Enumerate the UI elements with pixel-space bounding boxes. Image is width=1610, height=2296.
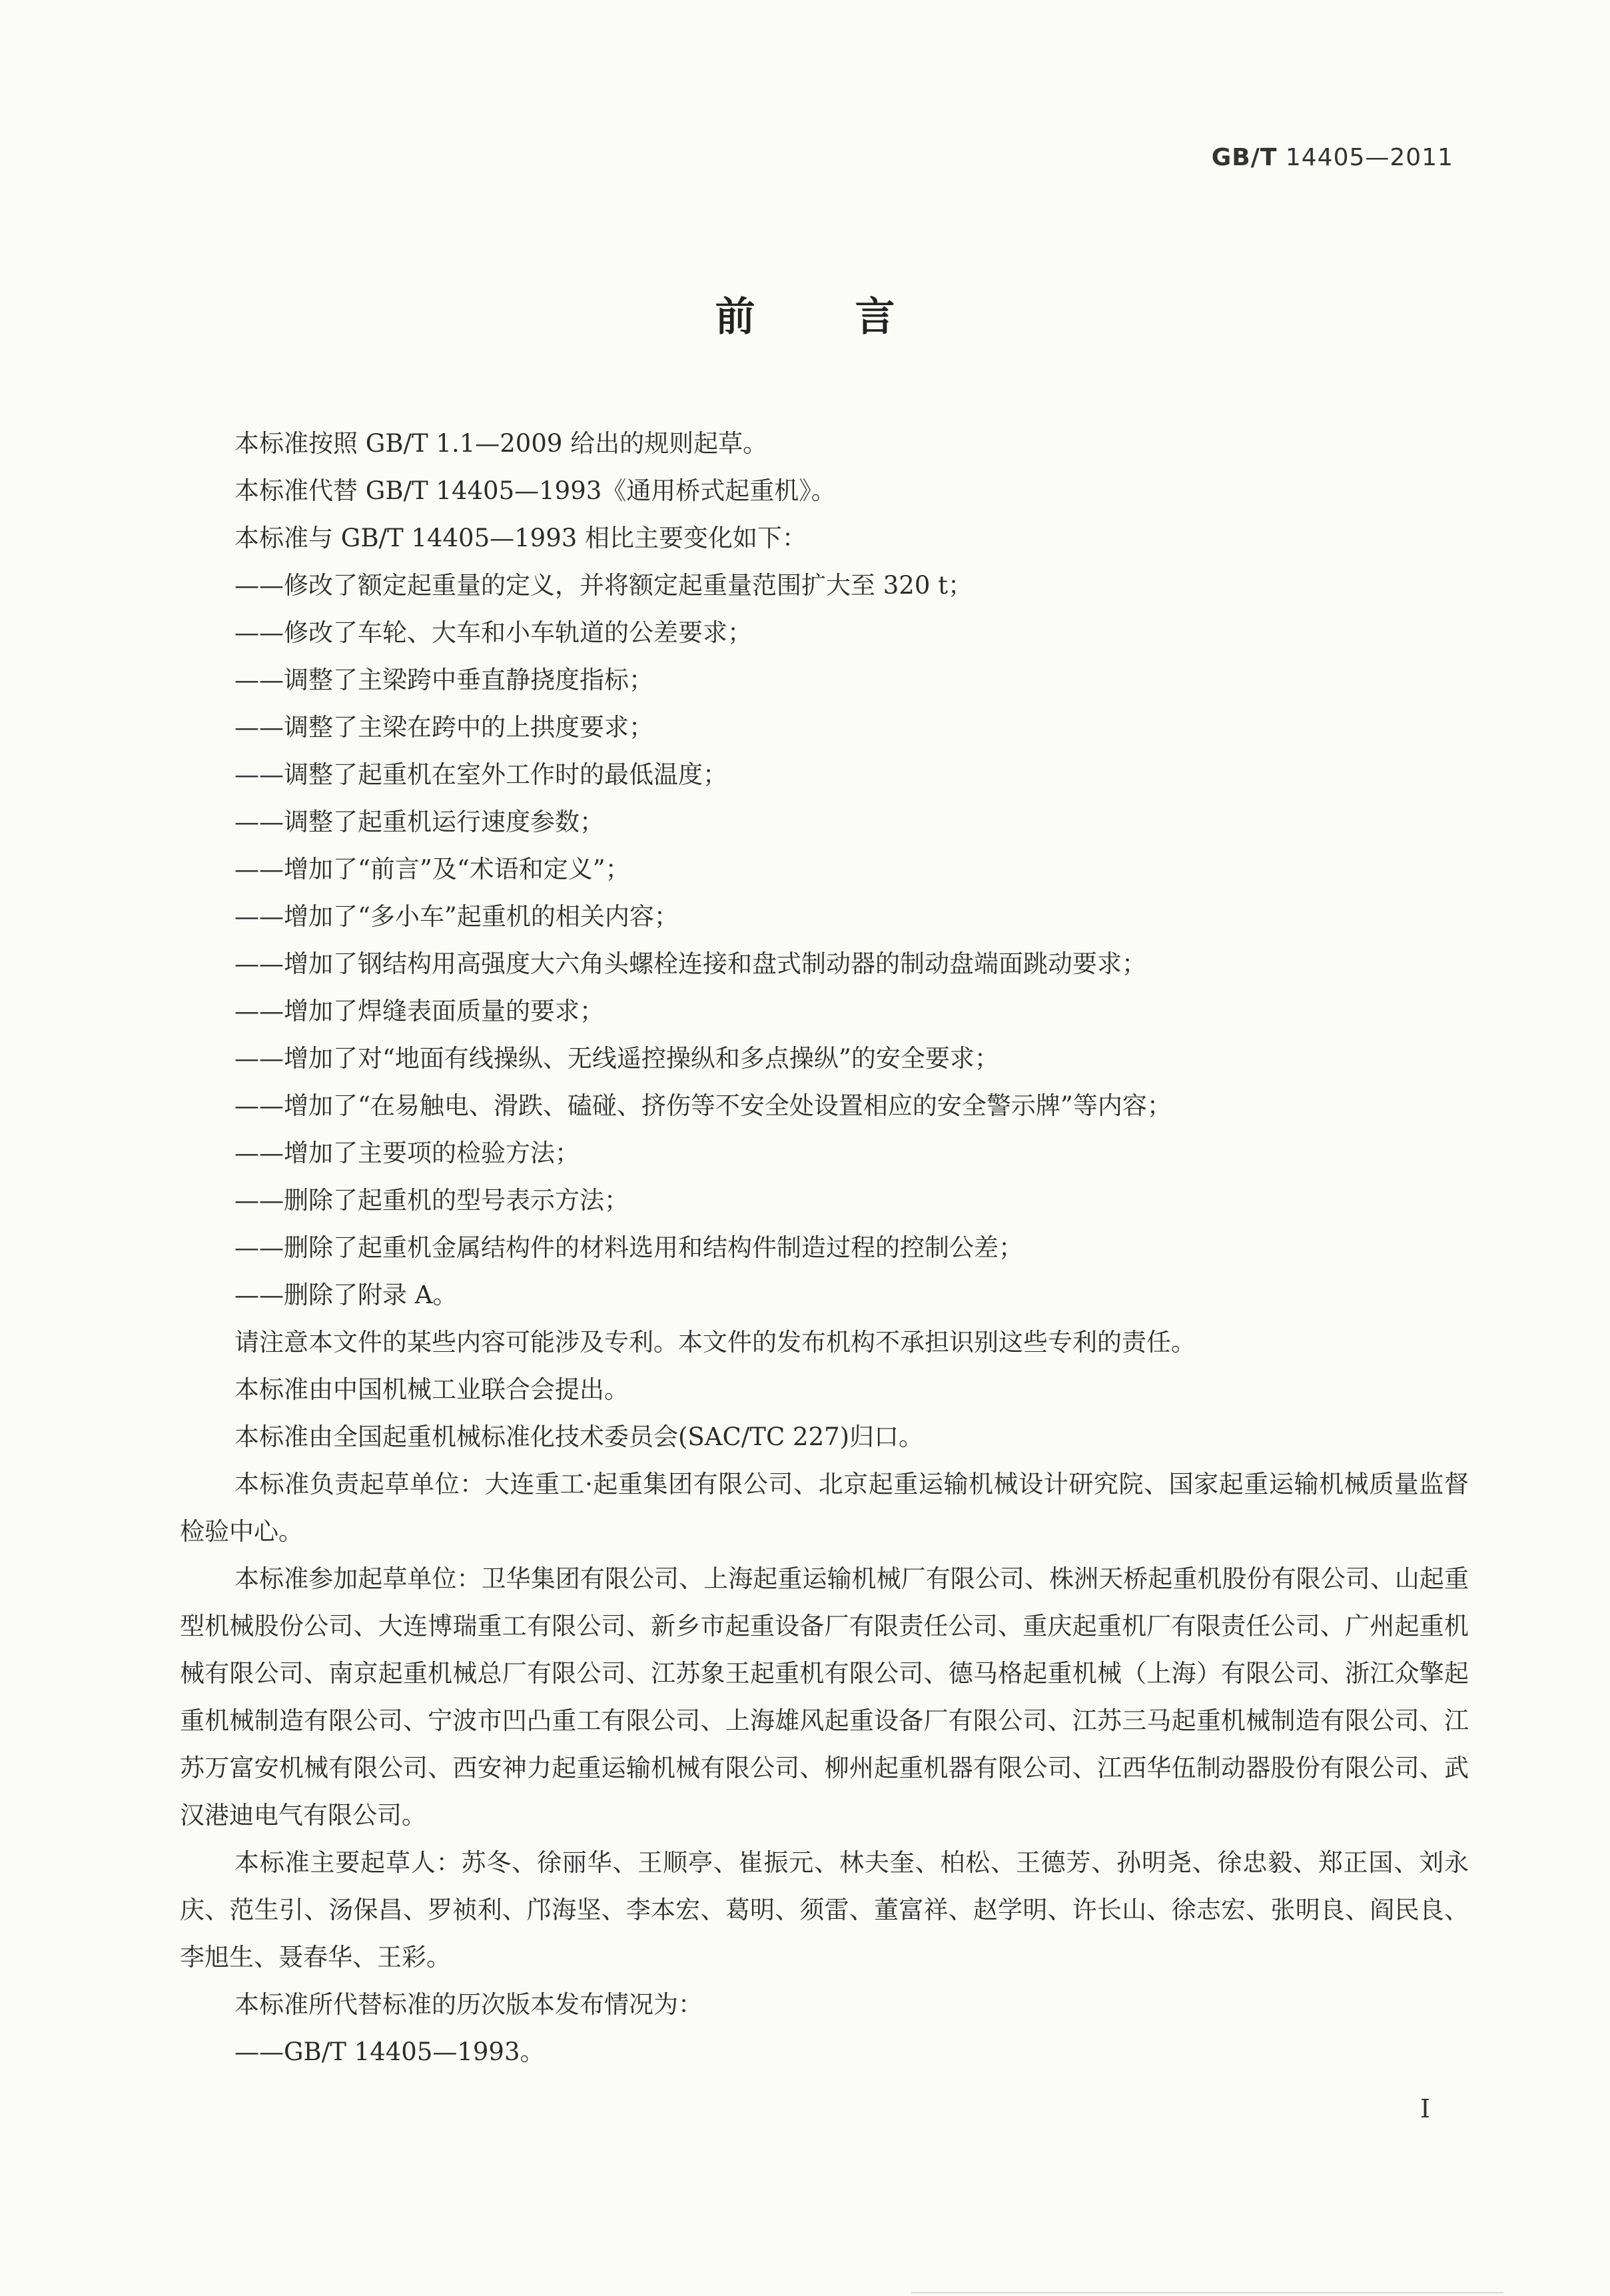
page-title: 前言 xyxy=(715,294,995,340)
previous-editions-intro: 本标准所代替标准的历次版本发布情况为： xyxy=(234,1990,703,2019)
page-number: I xyxy=(1419,2094,1430,2123)
change-list-item: ——增加了对“地面有线操纵、无线遥控操纵和多点操纵”的安全要求； xyxy=(234,1044,999,1073)
change-list-item: ——调整了主梁在跨中的上拱度要求； xyxy=(234,713,653,742)
paragraph: 本标准代替 GB/T 14405—1993《通用桥式起重机》。 xyxy=(234,476,836,505)
patent-notice: 请注意本文件的某些内容可能涉及专利。本文件的发布机构不承担识别这些专利的责任。 xyxy=(234,1328,1196,1357)
lead-drafting-units: 本标准负责起草单位：大连重工·起重集团有限公司、北京起重运输机械设计研究院、国家起重运输机械质量监督检验中心。 xyxy=(180,1470,1469,1546)
document-body xyxy=(180,420,1469,2075)
change-list-item: ——增加了主要项的检验方法； xyxy=(234,1139,580,1167)
change-list-item: ——增加了“多小车”起重机的相关内容； xyxy=(234,902,679,931)
paragraph: 本标准与 GB/T 14405—1993 相比主要变化如下： xyxy=(234,524,807,552)
change-list-item: ——增加了焊缝表面质量的要求； xyxy=(234,997,604,1025)
main-drafters: 本标准主要起草人：苏冬、徐丽华、王顺亭、崔振元、林夫奎、柏松、王德芳、孙明尧、徐忠毅、郑正国、刘永庆、范生引、汤保昌、罗祯利、邝海坚、李本宏、葛明、须雷、董富祥、赵学明、许长山、徐志宏、张明良、阎民良、李旭生、聂春华、王彩。 xyxy=(180,1848,1469,1972)
change-list-item: ——增加了钢结构用高强度大六角头螺栓连接和盘式制动器的制动盘端面跳动要求； xyxy=(234,949,1146,978)
standard-code xyxy=(1212,144,1453,171)
committee-paragraph: 本标准由全国起重机械标准化技术委员会(SAC/TC 227)归口。 xyxy=(234,1423,924,1451)
change-list-item: ——删除了起重机金属结构件的材料选用和结构件制造过程的控制公差； xyxy=(234,1233,1023,1262)
change-list-item: ——增加了“在易触电、滑跌、磕碰、挤伤等不安全处设置相应的安全警示牌”等内容； xyxy=(234,1091,1172,1120)
change-list-item: ——调整了起重机在室外工作时的最低温度； xyxy=(234,760,727,789)
participating-drafting-units: 本标准参加起草单位：卫华集团有限公司、上海起重运输机械厂有限公司、株洲天桥起重机股份有限公司、山起重型机械股份公司、大连博瑞重工有限公司、新乡市起重设备厂有限责任公司、重庆起重机厂有限责任公司、广州起重机械有限公司、南京起重机械总厂有限公司、江苏象王起重机有限公司、德马格起重机械（上海）有限公司、浙江众擎起重机械制造有限公司、宁波市凹凸重工有限公司、上海雄风起重设备厂有限公司、江苏三马起重机械制造有限公司、江苏万富安机械有限公司、西安神力起重运输机械有限公司、柳州起重机器有限公司、江西华伍制动器股份有限公司、武汉港迪电气有限公司。 xyxy=(180,1564,1469,1830)
standard-number: 14405—2011 xyxy=(1285,144,1453,171)
change-list-item: ——增加了“前言”及“术语和定义”； xyxy=(234,855,630,883)
change-list-item: ——删除了附录 A。 xyxy=(234,1281,458,1309)
paragraph: 本标准按照 GB/T 1.1—2009 给出的规则起草。 xyxy=(234,429,768,458)
change-list-item: ——修改了车轮、大车和小车轨道的公差要求； xyxy=(234,618,752,647)
proposer-paragraph: 本标准由中国机械工业联合会提出。 xyxy=(234,1375,629,1404)
previous-edition-item: ——GB/T 14405—1993。 xyxy=(234,2037,545,2066)
change-list-item: ——调整了主梁跨中垂直静挠度指标； xyxy=(234,666,653,694)
change-list-item: ——修改了额定起重量的定义，并将额定起重量范围扩大至 320 t； xyxy=(234,571,973,600)
change-list-item: ——调整了起重机运行速度参数； xyxy=(234,808,604,836)
standard-prefix: GB/T xyxy=(1211,144,1278,171)
scan-edge-line xyxy=(911,2292,1503,2293)
change-list-item: ——删除了起重机的型号表示方法； xyxy=(234,1186,629,1215)
